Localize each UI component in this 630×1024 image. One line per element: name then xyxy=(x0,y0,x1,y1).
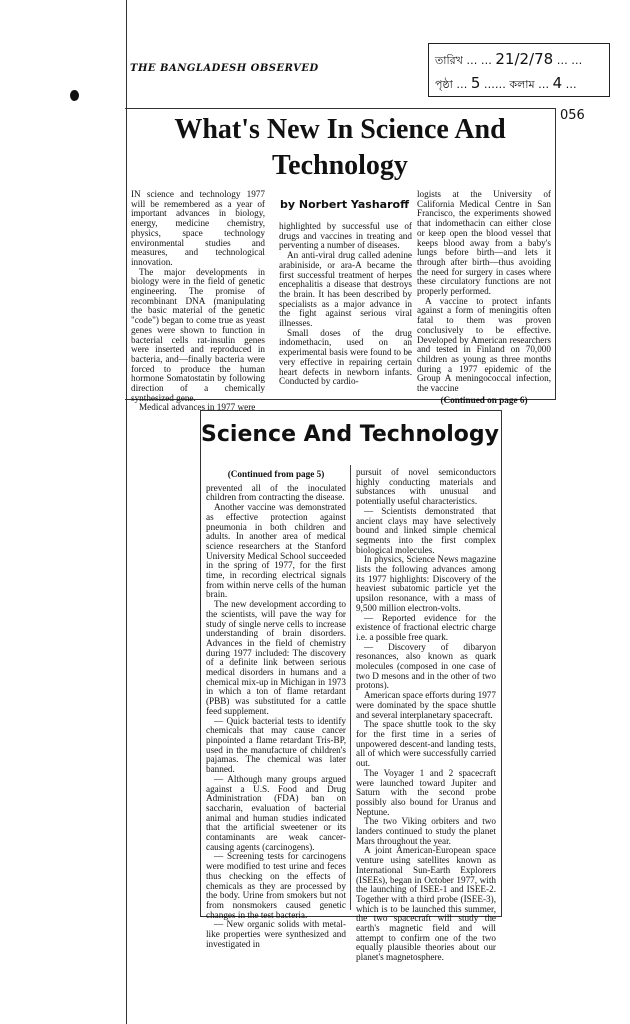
paragraph: IN science and technology 1977 will be remembered as a year of important advances in biology, energy, medicine chemistry, physics, space technology environmental studies and measures, and technological innovation. xyxy=(131,189,265,267)
paragraph: Another vaccine was demonstrated as effective protection against pneumonia in both children and adults. In another area of medical science researchers at the Stanford University Medical School succeeded in the spring of 1977, for the first time, in recording electrical signals from within nerve cells of the human brain. xyxy=(206,502,346,600)
article1-byline: by Norbert Yasharoff xyxy=(280,198,409,211)
paragraph: In physics, Science News magazine lists the following advances among its 1977 highlights: Discovery of the heaviest subatomic particle yet the upsilon resonance, with a mass of 9,500 million electron-volts. xyxy=(356,554,496,613)
punch-hole-mark xyxy=(70,90,79,101)
paragraph: highlighted by successful use of drugs and vaccines in treating and perventing a number of diseases. xyxy=(279,221,412,251)
stamp-date-label: তারিখ xyxy=(435,54,463,67)
paragraph: A joint American-European space venture using satellites known as International Sun-Earth Explorers (ISEEs), began in October 1977, with the launching of ISEE-1 and ISEE-2. Together with a third probe (ISEE-3), which is to be launched this summer, the two spacecraft will study the earth's magnetic field and will attempt to confirm one of the two equally plausible theories about our planet's magnetosphere. xyxy=(356,845,496,963)
article1-title: What's New In Science And Technology xyxy=(174,114,506,181)
paragraph: An anti-viral drug called adenine arabiniside, or ara-A became the first successful treatment of herpes encephalitis a disease that destroys the brain. It has been described by specialists as a major advance in the fight against serious viral illnesses. xyxy=(279,250,412,329)
paragraph: logists at the University of California Medical Centre in San Francisco, the experiments showed that indomethacin can either close or keep open the blood vessel that keeps blood away from a baby's lungs before birth—and lets it through after birth—thus avoiding the need for surgery in cases where these circulatory functions are not properly performed. xyxy=(417,189,551,297)
archive-stamp: তারিখ … … 21/2/78 … … পৃষ্ঠা … 5 …… কলাম … 4 … xyxy=(428,43,610,97)
paragraph: prevented all of the inoculated children from contracting the disease. xyxy=(206,482,346,503)
paragraph: American space efforts during 1977 were dominated by the space shuttle and several interplanetary spacecraft. xyxy=(356,690,496,720)
newspaper-name: THE BANGLADESH OBSERVED xyxy=(130,63,319,74)
stamp-page: 5 xyxy=(470,74,481,92)
paragraph: — Scientists demonstrated that ancient clays may have selectively bound and linked simple chemical segments into the first complex biological molecules. xyxy=(356,505,496,555)
paragraph: pursuit of novel semiconductors highly conducting materials and substances with unusual and potentially useful characteristics. xyxy=(356,467,496,507)
article1-column-3 xyxy=(417,190,551,409)
paragraph: The space shuttle took to the sky for the first time in a series of unpowered descent-and landing tests, all of which were successfully carried out. xyxy=(356,719,496,769)
continued-on-note: (Continued on page 6) xyxy=(440,394,528,405)
paragraph: The major developments in biology were in the field of genetic engineering. The promise of recombinant DNA (manipulating the basic material of the genetic "code") began to come true as yeast genes were shown to function in bacterial cells rat-insulin genes were inserted and reproduced in bacteria, and—finally bacteria were forced to produce the human hormone Somatostatin by following direction of a chemically synthesized gene. xyxy=(131,266,265,403)
paragraph: The Voyager 1 and 2 spacecraft were launched toward Jupiter and Saturn with the second probe possibly also bound for Uranus and Neptune. xyxy=(356,767,496,817)
paragraph: Small doses of the drug indomethacin, used on an experimental basis were found to be very effective in repairing certain heart defects in newborn infants. Conducted by cardio- xyxy=(279,327,412,387)
paragraph: A vaccine to protect infants against a form of meningitis often fatal to them was proven conclusively to be effective. Developed by American researchers and tested in Finland on 70,000 children as young as three months during a 1977 epidemic of the Group A meningococcal infection, the vaccine xyxy=(417,295,551,394)
stamp-col: 4 xyxy=(552,74,563,92)
paragraph: — Reported evidence for the existence of fractional electric charge i.e. a possible free quark. xyxy=(356,612,496,642)
paragraph: Medical advances in 1977 were xyxy=(139,402,256,413)
stamp-page-label: পৃষ্ঠা xyxy=(435,78,453,91)
article2-column-1 xyxy=(206,468,346,949)
paragraph: — Quick bacterial tests to identify chemicals that may cause cancer pinpointed a flame retardant Tris-BP, used in the manufacture of children's pajamas. The chemical was later banned. xyxy=(206,715,346,775)
clipping-code: 056 xyxy=(560,108,585,123)
paragraph: — Discovery of dibaryon resonances, also known as quark molecules (composed in one case of two D mesons and in the other of two protons). xyxy=(356,641,496,691)
paragraph: — Although many groups argued against a U.S. Food and Drug Administration (FDA) ban on saccharin, evaluation of bacterial animal and human studies indicated that the artificial sweetener or its contaminants are weak cancer-causing agents (carcinogens). xyxy=(206,773,346,852)
paragraph: The new development according to the scientists, will pave the way for study of single nerve cells to increase understanding of brain disorders. Advances in the field of chemistry during 1977 included: The discovery of a definite link between serious medical disorders in humans and a chemical mix-up in Michigan in 1973 in which a ton of flame retardant (PBB) was substituted for a cattle feed supplement. xyxy=(206,599,346,716)
article1-column-1 xyxy=(131,190,265,413)
article2-column-2 xyxy=(356,468,496,963)
article1-column-2 xyxy=(279,222,412,387)
paragraph: The two Viking orbiters and two landers continued to study the planet Mars throughout the year. xyxy=(356,816,496,846)
paragraph: — Screening tests for carcinogens were modified to test urine and feces thus checking on the effects of chemicals as they are processed by the body. Urine from smokers but not from nonsmokers caused genetic changes in the test bacteria. xyxy=(206,851,346,920)
article2-title: Science And Technology xyxy=(201,422,499,447)
paragraph: — New organic solids with metal-like properties were synthesized and investigated in xyxy=(206,919,346,949)
column-rule xyxy=(350,465,351,910)
stamp-date: 21/2/78 xyxy=(495,50,554,68)
stamp-col-label: কলাম xyxy=(509,78,535,91)
continued-from-note: (Continued from page 5) xyxy=(227,469,325,479)
